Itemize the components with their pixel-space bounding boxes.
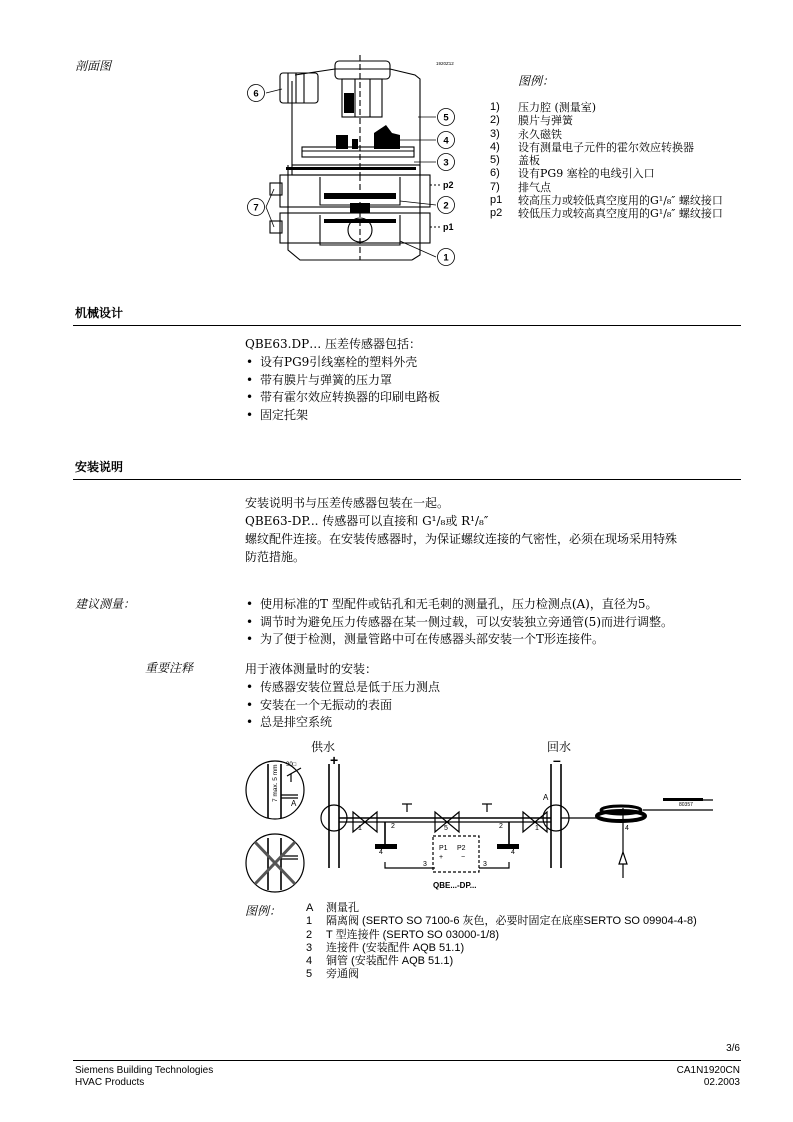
footer-divider bbox=[73, 1060, 741, 1061]
installation-text bbox=[245, 494, 735, 566]
footer-date: 02.2003 bbox=[703, 1077, 740, 1088]
important-list bbox=[245, 679, 725, 732]
legend-item: 6) 设有PG9 塞栓的电线引入口 bbox=[490, 167, 655, 181]
return-minus-sign: – bbox=[553, 752, 561, 768]
legend-item: 7) 排气点 bbox=[490, 180, 551, 194]
sensor-device-label: QBE...-DP... bbox=[433, 881, 477, 890]
sensor-cross-section-drawing bbox=[240, 55, 465, 270]
recommended-label: 建议测量： bbox=[75, 597, 136, 611]
list-item: • 传感器安装位置总是低于压力测点 bbox=[245, 679, 725, 697]
list-item: • 为了便于检测，测量管路中可在传感器头部安装一个T形连接件。 bbox=[245, 631, 735, 649]
legend-item: 1 隔离阀 (SERTO SO 7100-6 灰色，必要时固定在底座SERTO SO 09904-4-8) bbox=[306, 915, 697, 928]
list-item: • 总是排空系统 bbox=[245, 714, 725, 732]
important-intro: 用于液体测量时的安装： bbox=[245, 662, 378, 676]
legend-item: 3 连接件 (安装配件 AQB 51.1) bbox=[306, 941, 465, 954]
page-number: 3/6 bbox=[726, 1043, 740, 1054]
dimension-label: 7 max. 5 mm bbox=[272, 764, 279, 802]
legend-item: 1) 压力腔 (测量室) bbox=[490, 101, 597, 114]
tee-number: 2 bbox=[499, 823, 503, 830]
copper-pipe-number: 4 bbox=[625, 825, 629, 832]
legend-item: 2) 膜片与弹簧 bbox=[490, 114, 573, 128]
section-legend bbox=[490, 101, 755, 221]
piping-installation-diagram bbox=[243, 738, 743, 898]
list-item: • 使用标准的T 型配件或钻孔和无毛刺的测量孔，压力检测点(A)，直径为5。 bbox=[245, 596, 735, 614]
legend-item: p2 较低压力或较高真空度用的G¹/₈″ 螺纹接口 bbox=[490, 207, 723, 221]
callout-4: 4 bbox=[443, 135, 449, 147]
list-item: • 设有PG9引线塞栓的塑料外壳 bbox=[245, 354, 725, 372]
recommended-list bbox=[245, 596, 735, 649]
copper-pipe-number: 4 bbox=[511, 849, 515, 856]
legend-item: 3) 永久磁铁 bbox=[490, 127, 562, 141]
callout-2: 2 bbox=[443, 200, 449, 212]
sensor-p2-label: P2 bbox=[457, 845, 466, 852]
angle-label: 90□ bbox=[286, 762, 297, 768]
piping-legend-title: 图例： bbox=[245, 904, 282, 918]
section-divider bbox=[73, 325, 741, 326]
footer-division: HVAC Products bbox=[75, 1077, 145, 1088]
important-label: 重要注释 bbox=[145, 661, 194, 675]
mechanical-list bbox=[245, 354, 725, 424]
legend-item: A 测量孔 bbox=[306, 902, 359, 914]
legend-item: 5) 盖板 bbox=[490, 154, 540, 168]
legend-item: 4 铜管 (安装配件 AQB 51.1) bbox=[306, 955, 454, 968]
return-water-label: 回水 bbox=[547, 740, 572, 754]
footer-doc-code: CA1N1920CN bbox=[676, 1065, 740, 1076]
list-item: • 安装在一个无振动的表面 bbox=[245, 697, 725, 715]
copper-pipe-number: 4 bbox=[379, 849, 383, 856]
installation-line: 安装说明书与压差传感器包装在一起。 bbox=[245, 496, 450, 510]
installation-line: 螺纹配件连接。在安装传感器时，为保证螺纹连接的气密性，必须在现场采用特殊 bbox=[245, 532, 678, 546]
callout-6: 6 bbox=[253, 88, 259, 100]
callout-5: 5 bbox=[443, 112, 449, 124]
installation-line: 防范措施。 bbox=[245, 550, 306, 564]
callout-3: 3 bbox=[443, 157, 449, 169]
legend-item: 5 旁通阀 bbox=[306, 968, 359, 981]
valve-number: 1 bbox=[358, 825, 362, 832]
valve-number: 1 bbox=[535, 825, 539, 832]
section-divider bbox=[73, 479, 741, 480]
legend-item: p1 较高压力或较低真空度用的G¹/₈″ 螺纹接口 bbox=[490, 194, 723, 208]
list-item: • 固定托架 bbox=[245, 407, 725, 425]
supply-water-label: 供水 bbox=[311, 740, 336, 754]
installation-line: QBE63-DP... 传感器可以直接和 G¹/₈或 R¹/₈″ bbox=[245, 514, 489, 528]
mechanical-intro: QBE63.DP… 压差传感器包括： bbox=[245, 337, 422, 351]
sensor-plus-sign: + bbox=[439, 854, 444, 861]
drawing-code: 1920Z12 bbox=[436, 61, 454, 66]
port-label-p2: p2 bbox=[443, 180, 454, 190]
legend-item: 4) 设有测量电子元件的霍尔效应转换器 bbox=[490, 140, 694, 154]
callout-1: 1 bbox=[443, 252, 449, 264]
section-legend-title: 图例： bbox=[518, 74, 555, 88]
installation-heading: 安装说明 bbox=[75, 460, 124, 474]
list-item: • 调节时为避免压力传感器在某一侧过载，可以安装独立旁通管(5)而进行调整。 bbox=[245, 614, 735, 632]
sensor-p1-label: P1 bbox=[439, 845, 448, 852]
point-a-label: A bbox=[543, 793, 549, 802]
sensor-minus-sign: − bbox=[461, 854, 466, 861]
callout-7: 7 bbox=[253, 202, 259, 214]
bypass-number: 5 bbox=[444, 825, 448, 832]
port-label-p1: p1 bbox=[443, 222, 454, 232]
supply-plus-sign: + bbox=[330, 752, 339, 768]
legend-item: 2 T 型连接件 (SERTO SO 03000-1/8) bbox=[306, 928, 500, 941]
section-diagram-label: 剖面图 bbox=[75, 59, 112, 73]
connector-number: 3 bbox=[483, 861, 487, 868]
connector-number: 3 bbox=[423, 861, 427, 868]
point-a-label: A bbox=[291, 799, 297, 808]
piping-code: 80357 bbox=[679, 802, 693, 808]
piping-legend bbox=[306, 902, 746, 982]
footer-company: Siemens Building Technologies bbox=[75, 1065, 214, 1076]
list-item: • 带有霍尔效应转换器的印刷电路板 bbox=[245, 389, 725, 407]
mechanical-heading: 机械设计 bbox=[75, 306, 124, 320]
tee-number: 2 bbox=[391, 823, 395, 830]
list-item: • 带有膜片与弹簧的压力罩 bbox=[245, 372, 725, 390]
